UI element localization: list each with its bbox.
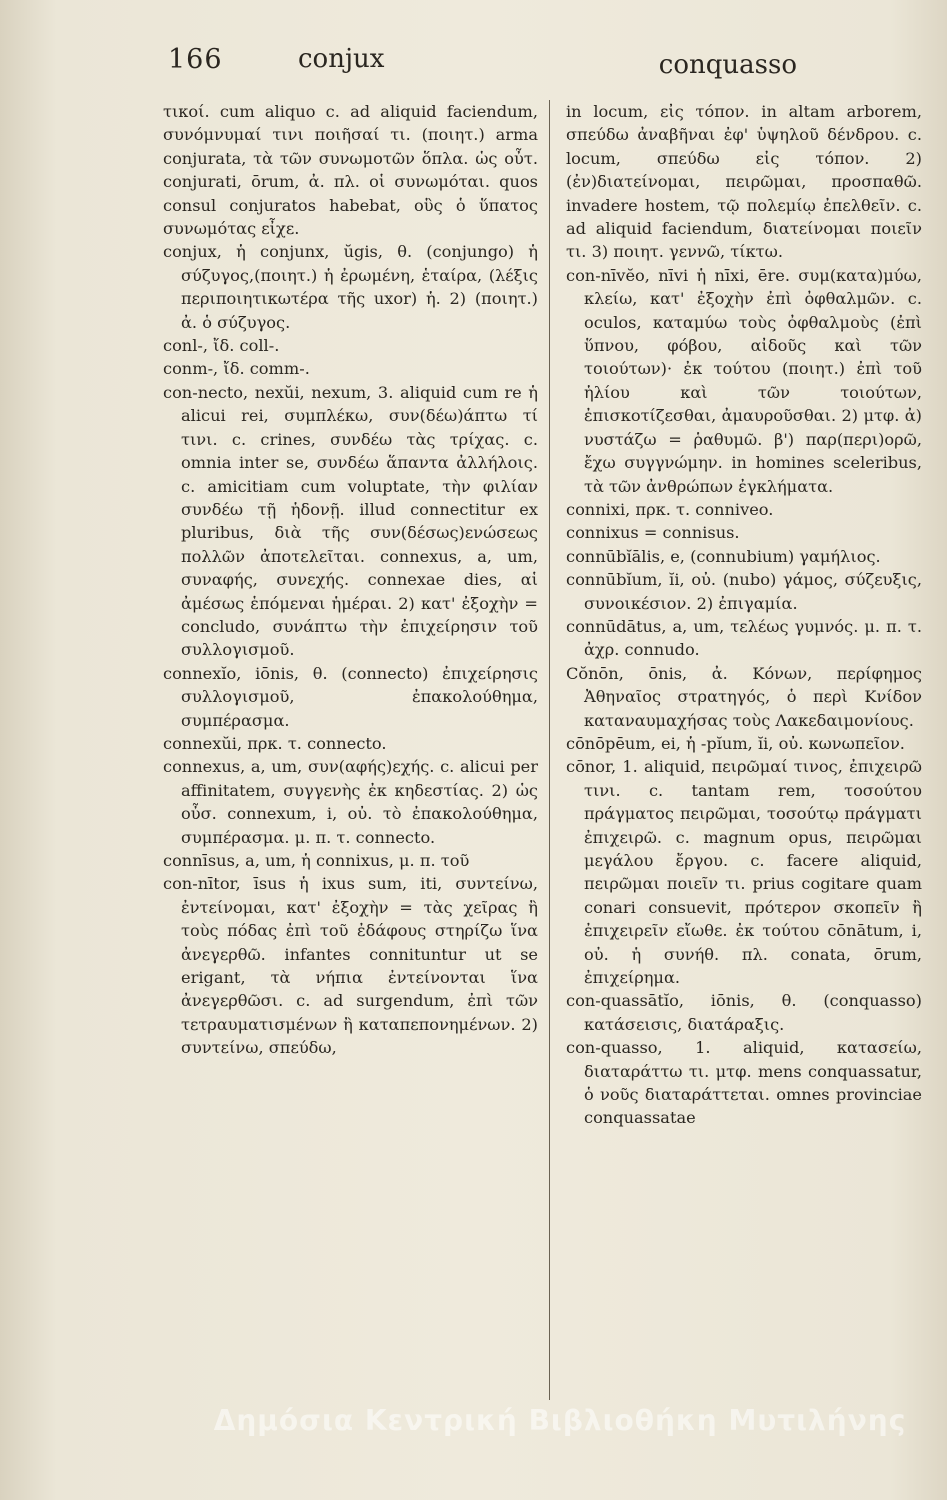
right-guide-word: conquasso bbox=[658, 50, 797, 80]
dictionary-entry: con-quasso, 1. aliquid, κατασείω, διαταράττω τι. μτφ. mens conquassatur, ὁ νοῦς διαταράττεται. omnes provinciae conquassatae bbox=[566, 1038, 922, 1128]
dictionary-entry: cōnor, 1. aliquid, πειρῶμαί τινος, ἐπιχειρῶ τινι. c. tantam rem, τοσούτου πράγματος πειρῶμαι, τοσούτῳ πράγματι ἐπιχειρῶ. c. magnum opus, πειρῶμαι μεγάλου ἔργου. c. facere aliquid, πειρῶμαι ποιεῖν τι. prius cogitare quam conari consuevit, πρότερον σκοπεῖν ἢ ἐπιχειρεῖν εἴωθε. ἐκ τούτου cōnātum, i, οὐ. ἡ συνήθ. πλ. conata, ōrum, ἐπιχείρημα. bbox=[566, 757, 922, 988]
dictionary-entry: connexus, a, um, συν(αφής)εχής. c. alicui per affinitatem, συγγενὴς ἐκ κηδεστίας. 2) ὡς οὖσ. connexum, i, οὐ. τὸ ἐπακολούθημα, συμπέρασμα. μ. π. τ. connecto. bbox=[163, 757, 538, 847]
dictionary-entry: connixus = connisus. bbox=[566, 523, 740, 543]
right-column bbox=[566, 100, 922, 1410]
dictionary-entry: cōnōpēum, ei, ἡ -pĭum, ĭi, οὐ. κωνωπεῖον. bbox=[566, 733, 905, 753]
dictionary-entry: connūbĭālis, e, (connubium) γαμήλιος. bbox=[566, 546, 881, 566]
page-number: 166 bbox=[168, 44, 223, 75]
dictionary-entry: connīsus, a, um, ἡ connixus, μ. π. τοῦ bbox=[163, 851, 470, 870]
library-watermark: Δημόσια Κεντρική Βιβλιοθήκη Μυτιλήνης bbox=[213, 1404, 907, 1437]
dictionary-entry: con-necto, nexŭi, nexum, 3. aliquid cum re ἡ alicui rei, συμπλέκω, συν(δέω)άπτω τί τινι. c. crines, συνδέω τὰς τρίχας. c. omnia inter se, συνδέω ἅπαντα ἀλλήλοις. c. amicitiam cum voluptate, τὴν φιλίαν συνδέω τῇ ἡδονῇ. illud connectitur ex pluribus, διὰ τῆς συν(δέσως)ενώσεως πολλῶν ἀποτελεῖται. connexus, a, um, συναφής, συνεχής. connexae dies, αἱ ἀμέσως ἑπόμεναι ἡμέραι. 2) κατ' ἐξοχὴν = concludo, συνάπτω τὴν ἐπιχείρησιν τοῦ συλλογισμοῦ. bbox=[163, 382, 538, 660]
left-guide-word: conjux bbox=[298, 44, 385, 74]
dictionary-entry: connūbĭum, ĭi, οὐ. (nubo) γάμος, σύζευξις, συνοικέσιον. 2) ἐπιγαμία. bbox=[566, 570, 922, 613]
dictionary-entry: con-nīvĕo, nīvi ἡ nīxi, ēre. συμ(κατα)μύω, κλείω, κατ' ἐξοχὴν ἐπὶ ὀφθαλμῶν. c. oculos, καταμύω τοὺς ὀφθαλμοὺς (ἐπὶ ὕπνου, φόβου, αἰδοῦς καὶ τῶν τοιούτων)· ἐκ τούτου (ποιητ.) ἐπὶ τοῦ ἡλίου καὶ τῶν τοιούτων, ἐπισκοτίζεσθαι, ἀμαυροῦσθαι. 2) μτφ. ἀ) νυστάζω = ῥαθυμῶ. β') παρ(περι)ορῶ, ἔχω συγγνώμην. in homines sceleribus, τὰ τῶν ἀνθρώπων ἐγκλήματα. bbox=[566, 265, 922, 496]
dictionary-entry: connixi, πρκ. τ. conniveo. bbox=[566, 499, 774, 519]
dictionary-entry: connūdātus, a, um, τελέως γυμνός. μ. π. τ. ἀχρ. connudo. bbox=[566, 616, 922, 660]
dictionary-entry: con-quassātĭo, iōnis, θ. (conquasso) κατάσεισις, διατάραξις. bbox=[566, 991, 922, 1034]
dictionary-entry: con-nītor, īsus ἡ ixus sum, iti, συντείνω, ἐντείνομαι, κατ' ἐξοχὴν = τὰς χεῖρας ἢ τοὺς πόδας ἐπὶ τοῦ ἐδάφους στηρίζω ἵνα ἀνεγερθῶ. infantes connituntur ut se erigant, τὰ νήπια ἐντείνονται ἵνα ἀνεγερθῶσι. c. ad surgendum, ἐπὶ τῶν τετραυματισμένων ἢ καταπεπονημένων. 2) συντείνω, σπεύδω, bbox=[163, 874, 538, 1058]
left-column bbox=[163, 100, 538, 1410]
dictionary-entry: in locum, εἰς τόπον. in altam arborem, σπεύδω ἀναβῆναι ἐφ' ὑψηλοῦ δένδρου. c. locum, σπεύδω εἰς τόπον. 2) (ἐν)διατείνομαι, πειρῶμαι, προσπαθῶ. invadere hostem, τῷ πολεμίῳ ἐπελθεῖν. c. ad aliquid faciendum, διατείνομαι ποιεῖν τι. 3) ποιητ. γεννῶ, τίκτω. bbox=[566, 102, 922, 262]
dictionary-entry: connexĭo, iōnis, θ. (connecto) ἐπιχείρησις συλλογισμοῦ, ἐπακολούθημα, συμπέρασμα. bbox=[163, 663, 538, 730]
page-header bbox=[160, 44, 797, 84]
dictionary-entry: connexŭi, πρκ. τ. connecto. bbox=[163, 733, 387, 753]
dictionary-entry: conm-, ἴδ. comm-. bbox=[163, 359, 310, 379]
dictionary-entry: conjux, ἡ conjunx, ŭgis, θ. (conjungo) ἡ σύζυγος,(ποιητ.) ἡ ἐρωμένη, ἑταίρα, (λέξις περιποιητικωτέρα τῆς uxor) ἡ. 2) (ποιητ.) ἀ. ὁ σύζυγος. bbox=[163, 242, 538, 332]
dictionary-entry: Cŏnōn, ōnis, ἀ. Κόνων, περίφημος Ἀθηναῖος στρατηγός, ὁ περὶ Κνίδον καταναυμαχήσας τοὺς Λακεδαιμονίους. bbox=[566, 663, 922, 730]
dictionary-entry: conl-, ἴδ. coll-. bbox=[163, 336, 280, 356]
column-divider bbox=[549, 100, 550, 1400]
dictionary-entry: τικοί. cum aliquo c. ad aliquid faciendum, συνόμνυμαί τινι ποιῆσαί τι. (ποιητ.) arma conjurata, τὰ τῶν συνωμοτῶν ὅπλα. ὡς οὖτ. conjurati, ōrum, ἀ. πλ. οἱ συνωμόται. quos consul conjuratos habebat, οὓς ὁ ὕπατος συνωμότας εἶχε. bbox=[163, 102, 538, 239]
